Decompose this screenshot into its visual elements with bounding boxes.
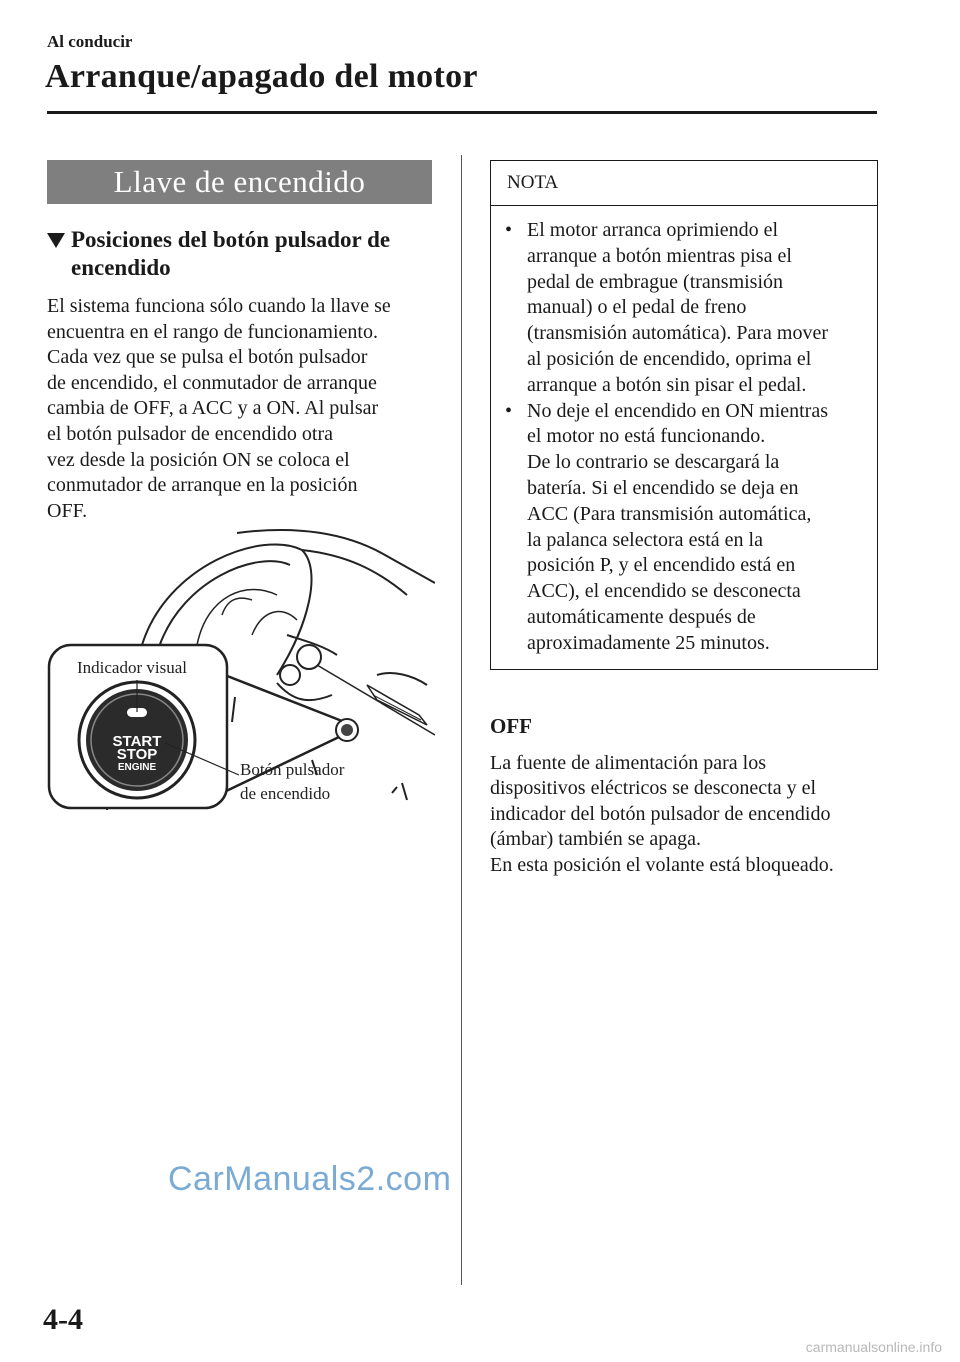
section-banner: Llave de encendido: [47, 160, 432, 204]
column-divider: [461, 155, 462, 1285]
note-item-text: El motor arranca oprimiendo el arranque a botón mientras pisa el pedal de embrague (transmisión manual) o el pedal de freno (transmisión automática). Para mover al posición de encendido, oprima el arranque a botón sin pisar el pedal.: [527, 219, 829, 396]
header-rule: [47, 111, 877, 114]
button-text-start: START: [112, 733, 162, 750]
bullet-icon: •: [505, 399, 513, 422]
footer-watermark: carmanualsonline.info: [805, 1339, 942, 1355]
note-item: [505, 399, 867, 657]
note-body: [491, 206, 877, 669]
triangle-bullet-icon: [47, 233, 65, 248]
label-boton-pulsador-1: Botón pulsador: [240, 760, 345, 779]
button-text-stop: STOP: [116, 746, 158, 763]
right-column: [490, 160, 878, 879]
watermark-logo: CarManuals2.com: [168, 1160, 452, 1198]
subheading-text: Posiciones del botón pulsador de encendido: [71, 227, 391, 280]
off-paragraph: La fuente de alimentación para los dispositivos eléctricos se desconecta y el indicador del botón pulsador de encendido (ámbar) también se apaga. En esta posición el volante está bloqueado.: [490, 751, 834, 876]
intro-paragraph: El sistema funciona sólo cuando la llave se encuentra en el rango de funcionamiento. Cada vez que se pulsa el botón pulsador de encendido, el conmutador de arranque cambia de OFF, a ACC y a ON. Al pulsar el botón pulsador de encendido otra vez desde la posición ON se coloca el conmutador de arranque en la posición OFF.: [47, 295, 391, 522]
button-text-engine: ENGINE: [117, 762, 157, 773]
dashboard-drawing: [47, 525, 435, 810]
note-title: NOTA: [491, 161, 877, 206]
left-column: [47, 160, 432, 524]
page-number: 4-4: [43, 1303, 83, 1336]
note-item: [505, 218, 867, 399]
note-item-text: No deje el encendido en ON mientras el motor no está funcionando. De lo contrario se descargará la batería. Si el encendido se deja en ACC (Para transmisión automática, la palanca selectora está en la posición P, y el encendido está en ACC), el encendido se desconecta automáticamente después de aproximadamente 25 minutos.: [527, 399, 829, 654]
label-indicador-visual: Indicador visual: [77, 658, 187, 677]
label-boton-pulsador-2: de encendido: [240, 784, 331, 803]
section-label: Al conducir: [47, 32, 133, 51]
note-box: [490, 160, 878, 670]
page-title: Arranque/apagado del motor: [45, 58, 478, 95]
bullet-icon: •: [505, 219, 513, 241]
off-heading: OFF: [490, 713, 532, 738]
subheading: [47, 226, 432, 282]
ignition-illustration: [47, 525, 435, 810]
